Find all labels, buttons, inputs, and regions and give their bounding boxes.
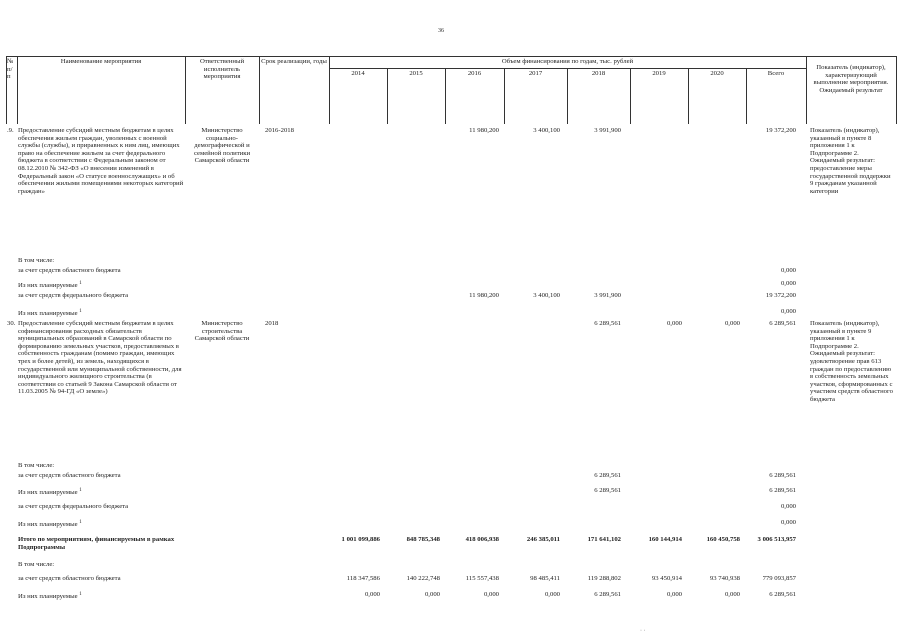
value-cell: 0,000 — [544, 591, 560, 598]
row-label: В том числе: — [18, 462, 55, 469]
row-label: за счет средств областного бюджета — [18, 472, 121, 479]
value-cell: 6 289,561 — [594, 472, 621, 479]
row-label: Итого по мероприятиям, финансируемым в рамках Подпрограммы — [18, 536, 175, 551]
header-column-rule — [259, 56, 260, 124]
value-cell: 0,000 — [364, 591, 380, 598]
header-column-rule — [185, 56, 186, 124]
value-cell: 140 222,748 — [406, 575, 440, 582]
row-label — [18, 308, 82, 318]
value-cell: 6 289,561 — [769, 591, 796, 598]
row-number: 30. — [7, 320, 16, 327]
header-year: 2019 — [652, 70, 666, 77]
value-cell: 3 400,100 — [533, 127, 560, 134]
header-top-rule — [6, 56, 896, 57]
footnote-marker: 1 — [79, 520, 82, 525]
value-cell: 171 641,102 — [587, 536, 621, 543]
header-year: 2018 — [591, 70, 606, 77]
header-year: Всего — [767, 70, 785, 77]
value-cell: 98 485,411 — [530, 575, 560, 582]
row-label: В том числе: — [18, 561, 55, 568]
value-cell: 418 006,938 — [465, 536, 499, 543]
measure-executor: Министерство социально-демографической и семейной политики Самарской области — [193, 127, 251, 165]
footnote-marker: 1 — [79, 281, 82, 286]
row-label — [18, 519, 82, 529]
row-label: за счет средств областного бюджета — [18, 267, 121, 274]
header-column-rule — [896, 56, 897, 124]
row-label-text: Из них планируемые — [18, 521, 78, 529]
header-name: Наименование мероприятия — [60, 58, 142, 65]
measure-period: 2016-2018 — [265, 127, 294, 134]
value-cell: 6 289,561 — [594, 320, 621, 327]
value-cell: 119 288,802 — [587, 575, 621, 582]
value-cell: 0,000 — [666, 320, 682, 327]
measure-period: 2018 — [265, 320, 279, 327]
header-column-rule — [329, 56, 330, 124]
header-year: 2016 — [467, 70, 482, 77]
header-funding: Объем финансирования по годам, тыс. рублей — [501, 58, 634, 65]
measure-name: Предоставление субсидий местным бюджетам в целях обеспечения жильем граждан, уволенных с военной службы (службы), и приравненных к ним лиц, имеющих право на обеспечение жильем за счет федерального бюджета в соответствии с Федеральным законом от 08.12.2010 № 342-ФЗ «О внесении изменений в Федеральный закон «О статусе военнослужащих» и об обеспечении жилыми помещениями некоторых категорий граждан» — [18, 127, 184, 195]
value-cell: 160 144,914 — [648, 536, 682, 543]
value-cell: 0,000 — [724, 320, 740, 327]
measure-executor: Министерство строительства Самарской области — [194, 320, 250, 343]
row-label — [18, 591, 82, 601]
header-column-rule — [806, 56, 807, 124]
value-cell: 246 385,011 — [526, 536, 560, 543]
value-cell: 848 785,348 — [406, 536, 440, 543]
row-label: за счет средств федерального бюджета — [18, 292, 129, 299]
row-label: за счет средств областного бюджета — [18, 575, 121, 582]
value-cell: 1 001 099,886 — [341, 536, 380, 543]
footnote-marker: 1 — [79, 488, 82, 493]
scan-speck: · · — [640, 628, 646, 634]
header-year: 2017 — [528, 70, 543, 77]
value-cell: 11 980,200 — [469, 292, 499, 299]
value-cell: 93 450,914 — [651, 575, 682, 582]
value-cell: 0,000 — [780, 280, 796, 287]
header-column-rule — [17, 56, 18, 124]
row-label — [18, 280, 82, 290]
row-label-text: Из них планируемые — [18, 282, 78, 290]
measure-name: Предоставление субсидий местным бюджетам в целях софинансирования расходных обязательств муниципальных образований в Самарской области по формированию земельных участков, предоставляемых в собственность гражданам (помимо граждан, имеющих трех и более детей), из земель, находящихся в государственной или муниципальной собственности, для индивидуального жилищного строительства (в соответствии со статьей 9 Закона Самарской области от 11.03.2005 № 94-ГД «О земле») — [18, 320, 182, 396]
value-cell: 779 093,857 — [762, 575, 796, 582]
footnote-marker: 1 — [79, 309, 82, 314]
value-cell: 3 991,900 — [594, 292, 621, 299]
value-cell: 0,000 — [780, 267, 796, 274]
value-cell: 19 372,200 — [765, 292, 796, 299]
value-cell: 6 289,561 — [594, 487, 621, 494]
value-cell: 0,000 — [780, 503, 796, 510]
value-cell: 6 289,561 — [594, 591, 621, 598]
header-executor: Ответственный исполнитель мероприятия — [199, 58, 245, 81]
value-cell: 0,000 — [424, 591, 440, 598]
value-cell: 6 289,561 — [769, 472, 796, 479]
measure-indicator: Показатель (индикатор), указанный в пункте 8 приложения 1 к Подпрограмме 2. Ожидаемый результат: предоставление меры государственной поддержки 9 гражданам указанной категории — [810, 127, 891, 195]
row-label — [18, 487, 82, 497]
value-cell: 3 400,100 — [533, 292, 560, 299]
row-label-text: Из них планируемые — [18, 310, 78, 318]
value-cell: 115 557,438 — [465, 575, 499, 582]
row-label: за счет средств федерального бюджета — [18, 503, 129, 510]
row-number: .9. — [7, 127, 14, 134]
value-cell: 0,000 — [666, 591, 682, 598]
value-cell: 6 289,561 — [769, 487, 796, 494]
row-label: В том числе: — [18, 257, 55, 264]
value-cell: 160 450,758 — [706, 536, 740, 543]
header-year: 2020 — [710, 70, 724, 77]
header-year: 2014 — [351, 70, 365, 77]
value-cell: 19 372,200 — [765, 127, 796, 134]
value-cell: 0,000 — [780, 519, 796, 526]
value-cell: 0,000 — [780, 308, 796, 315]
page-number: 36 — [438, 28, 444, 34]
value-cell: 6 289,561 — [769, 320, 796, 327]
footnote-marker: 1 — [79, 592, 82, 597]
row-label-text: Из них планируемые — [18, 593, 78, 601]
header-indicator: Показатель (индикатор), характеризующий выполнение мероприятия. Ожидаемый результат — [813, 64, 889, 94]
value-cell: 3 006 513,957 — [757, 536, 796, 543]
row-label-text: Из них планируемые — [18, 489, 78, 497]
header-num: № п/п — [7, 58, 14, 81]
value-cell: 3 991,900 — [594, 127, 621, 134]
value-cell: 93 740,938 — [709, 575, 740, 582]
header-year: 2015 — [409, 70, 423, 77]
value-cell: 118 347,586 — [346, 575, 380, 582]
header-period: Срок реализации, годы — [261, 58, 327, 65]
value-cell: 0,000 — [724, 591, 740, 598]
value-cell: 11 980,200 — [469, 127, 499, 134]
value-cell: 0,000 — [483, 591, 499, 598]
measure-indicator: Показатель (индикатор), указанный в пункте 9 приложения 1 к Подпрограмме 2. Ожидаемый результат: удовлетворение прав 613 граждан по предоставлению в собственность земельных участков, сформированных с участием средств областного бюджета — [810, 320, 893, 403]
